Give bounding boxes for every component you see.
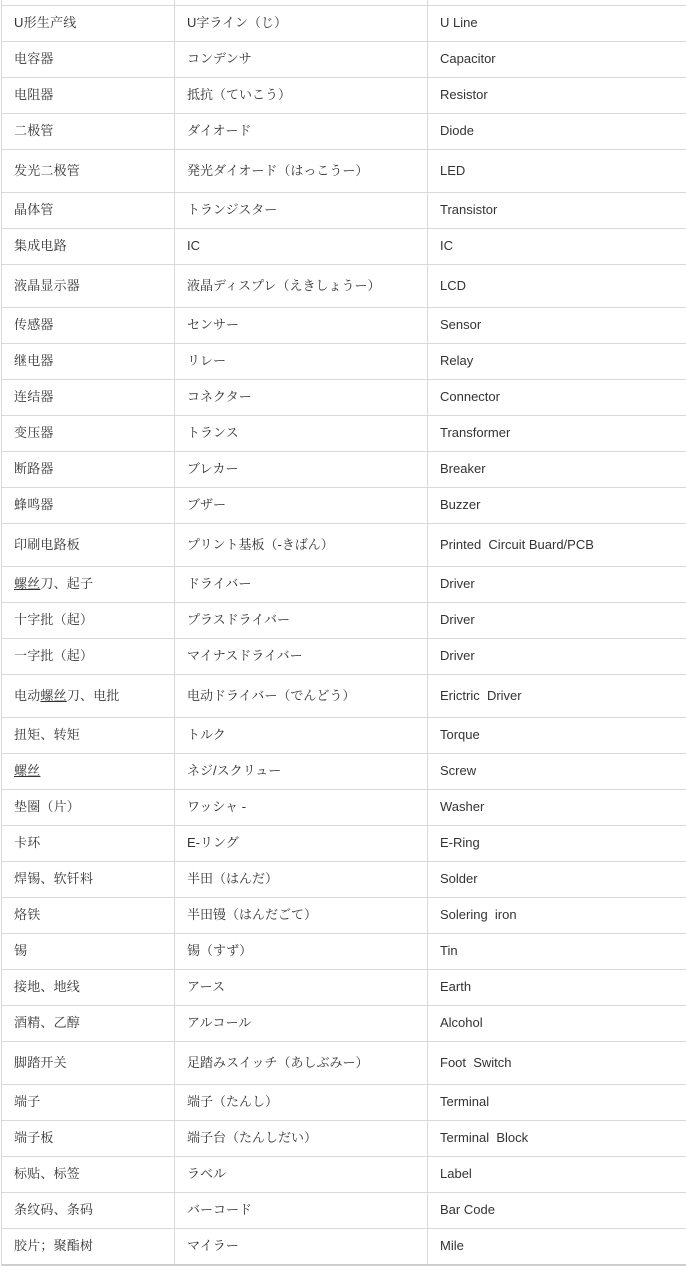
cell-english: LED [427, 150, 686, 192]
cell-japanese: 端子台（たんしだい） [174, 1121, 427, 1156]
cell-english: Alcohol [427, 1006, 686, 1041]
cell-japanese: ドライバー [174, 567, 427, 602]
table-row [2, 1006, 686, 1042]
cell-chinese: 断路器 [14, 461, 54, 477]
cell-chinese: 垫圈（片） [14, 799, 81, 815]
plain-text: 电动 [14, 687, 41, 703]
table-row [2, 1085, 686, 1121]
cell-japanese: ブザー [174, 488, 427, 523]
cell-chinese: 蜂鸣器 [14, 497, 54, 513]
cell-japanese: トランス [174, 416, 427, 451]
cell-chinese: 发光二极管 [14, 162, 81, 178]
cell-japanese: コネクター [174, 380, 427, 415]
cell-english: E-Ring [427, 826, 686, 861]
cell-japanese: ワッシャ - [174, 790, 427, 825]
cell-chinese: 卡环 [14, 835, 41, 851]
plain-text: 刀、电批 [66, 687, 120, 703]
cell-japanese: 锡（すず） [174, 934, 427, 969]
cell-english: LCD [427, 265, 686, 307]
table-row [2, 862, 686, 898]
cell-japanese: リレー [174, 344, 427, 379]
cell-chinese: 印刷电路板 [14, 536, 81, 552]
cell-japanese: 半田镘（はんだごて） [174, 898, 427, 933]
cell-english: Tin [427, 934, 686, 969]
table-row [2, 970, 686, 1006]
cell-english: Mile [427, 1229, 686, 1264]
table-row [2, 488, 686, 524]
cell-japanese: ブレカー [174, 452, 427, 487]
table-row [2, 150, 686, 193]
underlined-text: 螺丝 [40, 687, 67, 703]
cell-english: Transistor [427, 193, 686, 228]
table-row [2, 452, 686, 488]
table-row [2, 826, 686, 862]
cell-english: Screw [427, 754, 686, 789]
table-row [2, 934, 686, 970]
cell-japanese: 液晶ディスプレ（えきしょうー） [174, 265, 427, 307]
table-row [2, 898, 686, 934]
cell-japanese: ラベル [174, 1157, 427, 1192]
cell-english: Driver [427, 603, 686, 638]
table-row [2, 193, 686, 229]
cell-japanese: ダイオード [174, 114, 427, 149]
cell-japanese: マイナスドライバー [174, 639, 427, 674]
table-row [2, 308, 686, 344]
table-row [2, 1121, 686, 1157]
cell-japanese [174, 0, 427, 5]
table-row [2, 754, 686, 790]
table-row [2, 675, 686, 718]
table-row [2, 380, 686, 416]
table-row [2, 1157, 686, 1193]
cell-chinese: 标贴、标签 [14, 1166, 81, 1182]
table-row [2, 603, 686, 639]
cell-chinese: 条纹码、条码 [14, 1202, 94, 1218]
cell-english: Driver [427, 567, 686, 602]
cell-japanese: センサー [174, 308, 427, 343]
cell-japanese: 电动ドライバー（でんどう） [174, 675, 427, 717]
table-row [2, 1229, 686, 1266]
table-row [2, 114, 686, 150]
cell-japanese: U字ライン（じ） [174, 6, 427, 41]
cell-english: Transformer [427, 416, 686, 451]
cell-chinese: 酒精、乙醇 [14, 1015, 81, 1031]
table-row [2, 344, 686, 380]
cell-chinese: U形生产线 [14, 15, 77, 31]
cell-japanese: バーコード [174, 1193, 427, 1228]
cell-english: Driver [427, 639, 686, 674]
cell-english: Torque [427, 718, 686, 753]
cell-english: Erictric Driver [427, 675, 686, 717]
underlined-text: 螺丝 [14, 763, 41, 779]
cell-chinese: 十字批（起） [14, 612, 94, 628]
cell-chinese: 端子板 [14, 1130, 54, 1146]
cell-japanese: アース [174, 970, 427, 1005]
cell-chinese [2, 675, 174, 717]
cell-japanese: アルコール [174, 1006, 427, 1041]
cell-english: Washer [427, 790, 686, 825]
table-row [2, 567, 686, 603]
cell-chinese: 传感器 [14, 317, 54, 333]
cell-chinese: 扭矩、转矩 [14, 727, 81, 743]
cell-japanese: 端子（たんし） [174, 1085, 427, 1120]
cell-japanese: ネジ/スクリュー [174, 754, 427, 789]
cell-japanese: プラスドライバー [174, 603, 427, 638]
table-row [2, 78, 686, 114]
cell-english: Label [427, 1157, 686, 1192]
table-row [2, 265, 686, 308]
table-row [2, 416, 686, 452]
cell-english: Breaker [427, 452, 686, 487]
cell-japanese: トルク [174, 718, 427, 753]
cell-chinese: 端子 [14, 1094, 41, 1110]
cell-japanese: 抵抗（ていこう） [174, 78, 427, 113]
cell-english: Connector [427, 380, 686, 415]
cell-chinese: 一字批（起） [14, 648, 94, 664]
cell-english: Diode [427, 114, 686, 149]
cell-japanese: トランジスター [174, 193, 427, 228]
cell-english: Printed Circuit Buard/PCB [427, 524, 686, 566]
cell-japanese: コンデンサ [174, 42, 427, 77]
cell-chinese: 变压器 [14, 425, 54, 441]
cell-english: Solder [427, 862, 686, 897]
cell-chinese: 烙铁 [14, 907, 41, 923]
cell-english: Resistor [427, 78, 686, 113]
cell-english: Terminal [427, 1085, 686, 1120]
cell-english: Foot Switch [427, 1042, 686, 1084]
cell-chinese [2, 567, 174, 602]
cell-english: IC [427, 229, 686, 264]
cell-english: Bar Code [427, 1193, 686, 1228]
cell-japanese: IC [174, 229, 427, 264]
underlined-text: 螺丝 [14, 576, 41, 592]
cell-chinese: 电容器 [14, 51, 54, 67]
cell-japanese: E-リング [174, 826, 427, 861]
cell-english: Capacitor [427, 42, 686, 77]
cell-chinese [2, 754, 174, 789]
cell-chinese: 连结器 [14, 389, 54, 405]
cell-english: Buzzer [427, 488, 686, 523]
vocabulary-table [1, 0, 686, 1266]
cell-chinese: 脚踏开关 [14, 1054, 67, 1070]
cell-chinese: 晶体管 [14, 202, 54, 218]
cell-english: U Line [427, 6, 686, 41]
table-row [2, 6, 686, 42]
cell-japanese: 発光ダイオード（はっこうー） [174, 150, 427, 192]
cell-english [427, 0, 686, 5]
table-row [2, 229, 686, 265]
cell-japanese: プリント基板（‐きばん） [174, 524, 427, 566]
cell-chinese: 锡 [14, 943, 28, 959]
table-row [2, 1042, 686, 1085]
table-row [2, 524, 686, 567]
cell-english: Solering iron [427, 898, 686, 933]
cell-japanese: 足踏みスイッチ（あしぶみー） [174, 1042, 427, 1084]
cell-chinese: 继电器 [14, 353, 54, 369]
cell-english: Earth [427, 970, 686, 1005]
cell-english: Sensor [427, 308, 686, 343]
table-row [2, 639, 686, 675]
cell-english: Relay [427, 344, 686, 379]
cell-chinese: 接地、地线 [14, 979, 81, 995]
table-row [2, 1193, 686, 1229]
cell-chinese: 集成电路 [14, 238, 67, 254]
cell-chinese: 焊锡、软钎料 [14, 871, 94, 887]
cell-english: Terminal Block [427, 1121, 686, 1156]
cell-japanese: マイラー [174, 1229, 427, 1264]
cell-chinese: 电阻器 [14, 87, 54, 103]
cell-chinese: 胶片；聚酯树 [14, 1238, 94, 1254]
table-row [2, 790, 686, 826]
cell-chinese [2, 0, 174, 5]
cell-chinese: 二极管 [14, 123, 54, 139]
cell-japanese: 半田（はんだ） [174, 862, 427, 897]
cell-chinese: 液晶显示器 [14, 277, 81, 293]
table-row [2, 718, 686, 754]
plain-text: 刀、起子 [40, 576, 94, 592]
table-row [2, 42, 686, 78]
